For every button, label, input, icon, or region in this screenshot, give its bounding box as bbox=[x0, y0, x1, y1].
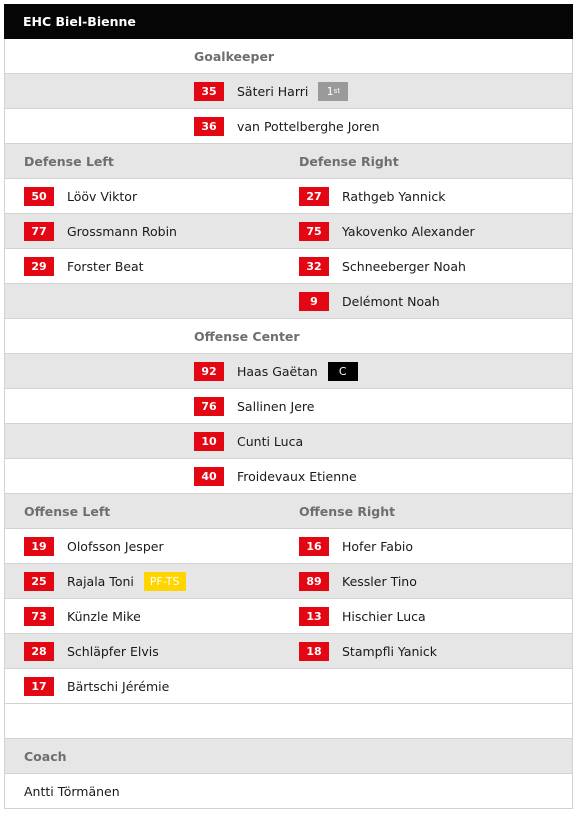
player-name[interactable]: van Pottelberghe Joren bbox=[237, 118, 380, 134]
jersey-number: 35 bbox=[194, 82, 224, 101]
player-name[interactable]: Kessler Tino bbox=[342, 573, 417, 589]
player-name[interactable]: Bärtschi Jérémie bbox=[67, 678, 170, 694]
section-title: Goalkeeper bbox=[194, 48, 275, 64]
player-name[interactable]: Haas Gaëtan bbox=[237, 363, 318, 379]
section-header-offense-wings bbox=[4, 494, 573, 529]
jersey-number: 10 bbox=[194, 432, 224, 451]
jersey-number: 50 bbox=[24, 187, 54, 206]
lineup-table bbox=[4, 4, 573, 809]
table-row bbox=[4, 634, 573, 669]
table-row bbox=[4, 424, 573, 459]
player-name[interactable]: Cunti Luca bbox=[237, 433, 304, 449]
table-row bbox=[4, 109, 573, 144]
player-name[interactable]: Rajala Toni bbox=[67, 573, 134, 589]
coach-name[interactable]: Antti Törmänen bbox=[24, 783, 120, 799]
first-goalkeeper-badge bbox=[318, 82, 348, 101]
section-title: Offense Center bbox=[194, 328, 300, 344]
jersey-number: 89 bbox=[299, 572, 329, 591]
jersey-number: 32 bbox=[299, 257, 329, 276]
badge-text: 1 bbox=[326, 84, 334, 98]
player-name[interactable]: Hofer Fabio bbox=[342, 538, 414, 554]
empty-row bbox=[4, 704, 573, 739]
section-header-coach bbox=[4, 739, 573, 774]
jersey-number: 76 bbox=[194, 397, 224, 416]
jersey-number: 77 bbox=[24, 222, 54, 241]
jersey-number: 28 bbox=[24, 642, 54, 661]
table-row bbox=[4, 669, 573, 704]
captain-badge: C bbox=[328, 362, 358, 381]
table-row bbox=[4, 389, 573, 424]
section-header-goalkeeper bbox=[4, 39, 573, 74]
player-name[interactable]: Yakovenko Alexander bbox=[342, 223, 475, 239]
table-row bbox=[4, 214, 573, 249]
player-name[interactable]: Lööv Viktor bbox=[67, 188, 138, 204]
table-row bbox=[4, 179, 573, 214]
table-row bbox=[4, 564, 573, 599]
table-row bbox=[4, 249, 573, 284]
table-row bbox=[4, 354, 573, 389]
jersey-number: 36 bbox=[194, 117, 224, 136]
jersey-number: 19 bbox=[24, 537, 54, 556]
player-name[interactable]: Stampfli Yanick bbox=[342, 643, 438, 659]
player-name[interactable]: Säteri Harri bbox=[237, 83, 309, 99]
player-name[interactable]: Froidevaux Etienne bbox=[237, 468, 357, 484]
jersey-number: 17 bbox=[24, 677, 54, 696]
player-name[interactable]: Olofsson Jesper bbox=[67, 538, 164, 554]
jersey-number: 40 bbox=[194, 467, 224, 486]
jersey-number: 18 bbox=[299, 642, 329, 661]
jersey-number: 25 bbox=[24, 572, 54, 591]
player-name[interactable]: Sallinen Jere bbox=[237, 398, 315, 414]
table-row bbox=[4, 599, 573, 634]
player-name[interactable]: Hischier Luca bbox=[342, 608, 426, 624]
jersey-number: 92 bbox=[194, 362, 224, 381]
player-name[interactable]: Forster Beat bbox=[67, 258, 144, 274]
section-title: Defense Right bbox=[299, 153, 399, 169]
table-row bbox=[4, 529, 573, 564]
badge-sup: st bbox=[333, 86, 341, 95]
player-name[interactable]: Schneeberger Noah bbox=[342, 258, 466, 274]
section-title: Offense Right bbox=[299, 503, 396, 519]
coach-row bbox=[4, 774, 573, 809]
section-title: Coach bbox=[24, 748, 67, 764]
jersey-number: 9 bbox=[299, 292, 329, 311]
player-name[interactable]: Grossmann Robin bbox=[67, 223, 177, 239]
player-name[interactable]: Rathgeb Yannick bbox=[342, 188, 446, 204]
jersey-number: 75 bbox=[299, 222, 329, 241]
jersey-number: 16 bbox=[299, 537, 329, 556]
section-title: Defense Left bbox=[24, 153, 114, 169]
team-name: EHC Biel-Bienne bbox=[4, 4, 573, 39]
section-header-offense-center bbox=[4, 319, 573, 354]
jersey-number: 13 bbox=[299, 607, 329, 626]
jersey-number: 29 bbox=[24, 257, 54, 276]
player-name[interactable]: Delémont Noah bbox=[342, 293, 440, 309]
table-row bbox=[4, 74, 573, 109]
player-name[interactable]: Schläpfer Elvis bbox=[67, 643, 159, 659]
section-title: Offense Left bbox=[24, 503, 111, 519]
table-row bbox=[4, 284, 573, 319]
section-header-defense bbox=[4, 144, 573, 179]
player-name[interactable]: Künzle Mike bbox=[67, 608, 141, 624]
pf-ts-badge: PF-TS bbox=[144, 572, 186, 591]
table-row bbox=[4, 459, 573, 494]
jersey-number: 27 bbox=[299, 187, 329, 206]
jersey-number: 73 bbox=[24, 607, 54, 626]
